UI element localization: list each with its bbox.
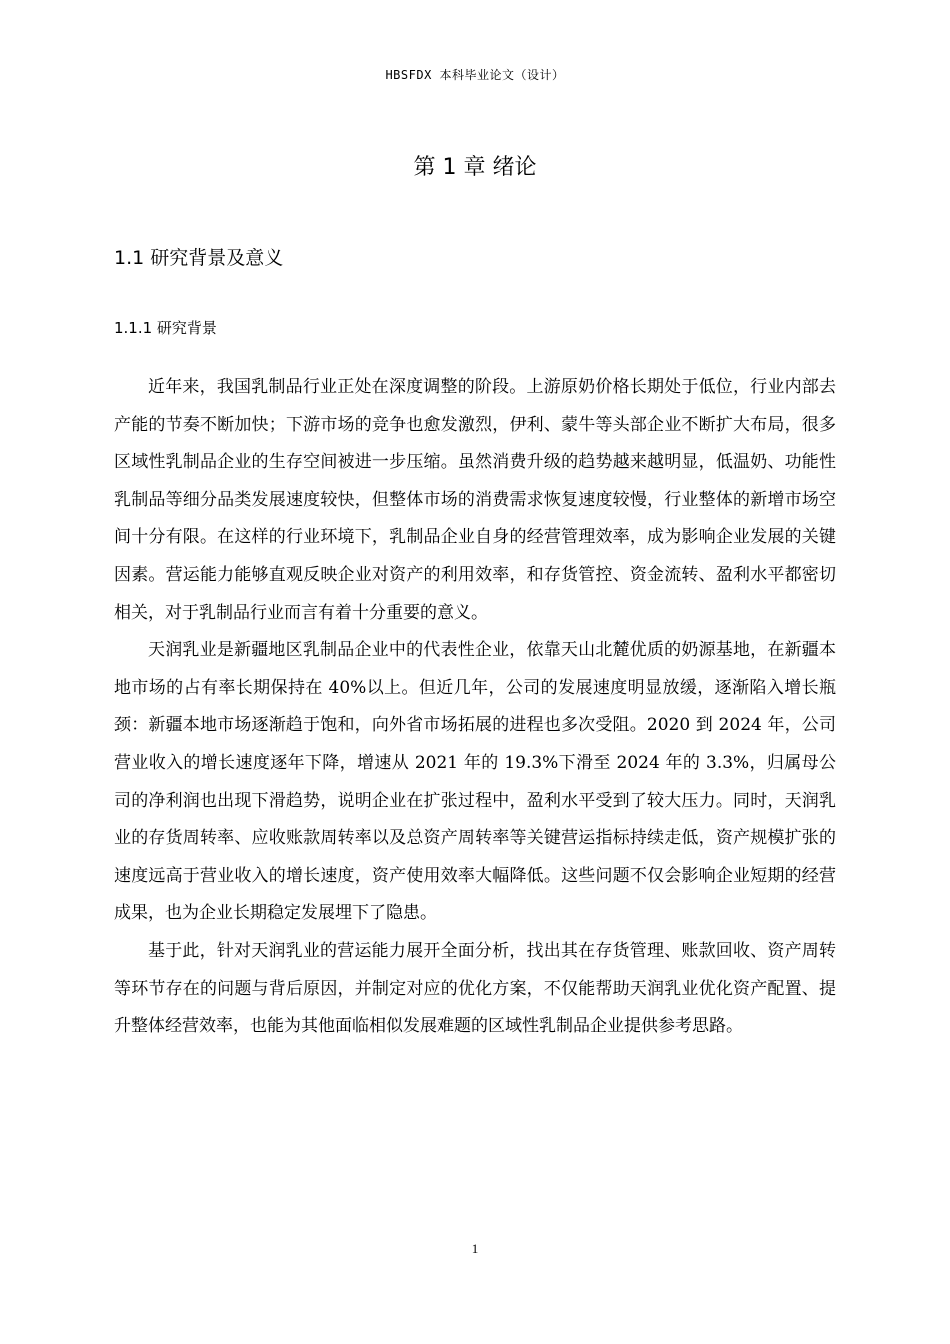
body-text	[114, 369, 836, 1046]
section-title: 1.1 研究背景及意义	[114, 247, 284, 269]
subsection-title: 1.1.1 研究背景	[114, 319, 217, 337]
paragraph-2: 天润乳业是新疆地区乳制品企业中的代表性企业，依靠天山北麓优质的奶源基地，在新疆本地市场的占有率长期保持在 40%以上。但近几年，公司的发展速度明显放缓，逐渐陷入增长瓶颈：新疆本地市场逐渐趋于饱和，向外省市场拓展的进程也多次受阻。2020 到 2024 年，公司营业收入的增长速度逐年下降，增速从 2021 年的 19.3%下滑至 2024 年的 3.3%，归属母公司的净利润也出现下滑趋势，说明企业在扩张过程中，盈利水平受到了较大压力。同时，天润乳业的存货周转率、应收账款周转率以及总资产周转率等关键营运指标持续走低，资产规模扩张的速度远高于营业收入的增长速度，资产使用效率大幅降低。这些问题不仅会影响企业短期的经营成果，也为企业长期稳定发展埋下了隐患。	[114, 640, 836, 924]
page-number: 1	[471, 1241, 479, 1256]
chapter-title: 第 1 章 绪论	[413, 155, 537, 180]
paragraph-1: 近年来，我国乳制品行业正处在深度调整的阶段。上游原奶价格长期处于低位，行业内部去产能的节奏不断加快；下游市场的竞争也愈发激烈，伊利、蒙牛等头部企业不断扩大布局，很多区域性乳制品企业的生存空间被进一步压缩。虽然消费升级的趋势越来越明显，低温奶、功能性乳制品等细分品类发展速度较快，但整体市场的消费需求恢复速度较慢，行业整体的新增市场空间十分有限。在这样的行业环境下，乳制品企业自身的经营管理效率，成为影响企业发展的关键因素。营运能力能够直观反映企业对资产的利用效率，和存货管控、资金流转、盈利水平都密切相关，对于乳制品行业而言有着十分重要的意义。	[114, 377, 836, 623]
page-header: HBSFDX 本科毕业论文（设计）	[385, 68, 565, 82]
paragraph-3: 基于此，针对天润乳业的营运能力展开全面分析，找出其在存货管理、账款回收、资产周转等环节存在的问题与背后原因，并制定对应的优化方案，不仅能帮助天润乳业优化资产配置、提升整体经营效率，也能为其他面临相似发展难题的区域性乳制品企业提供参考思路。	[114, 940, 836, 1037]
